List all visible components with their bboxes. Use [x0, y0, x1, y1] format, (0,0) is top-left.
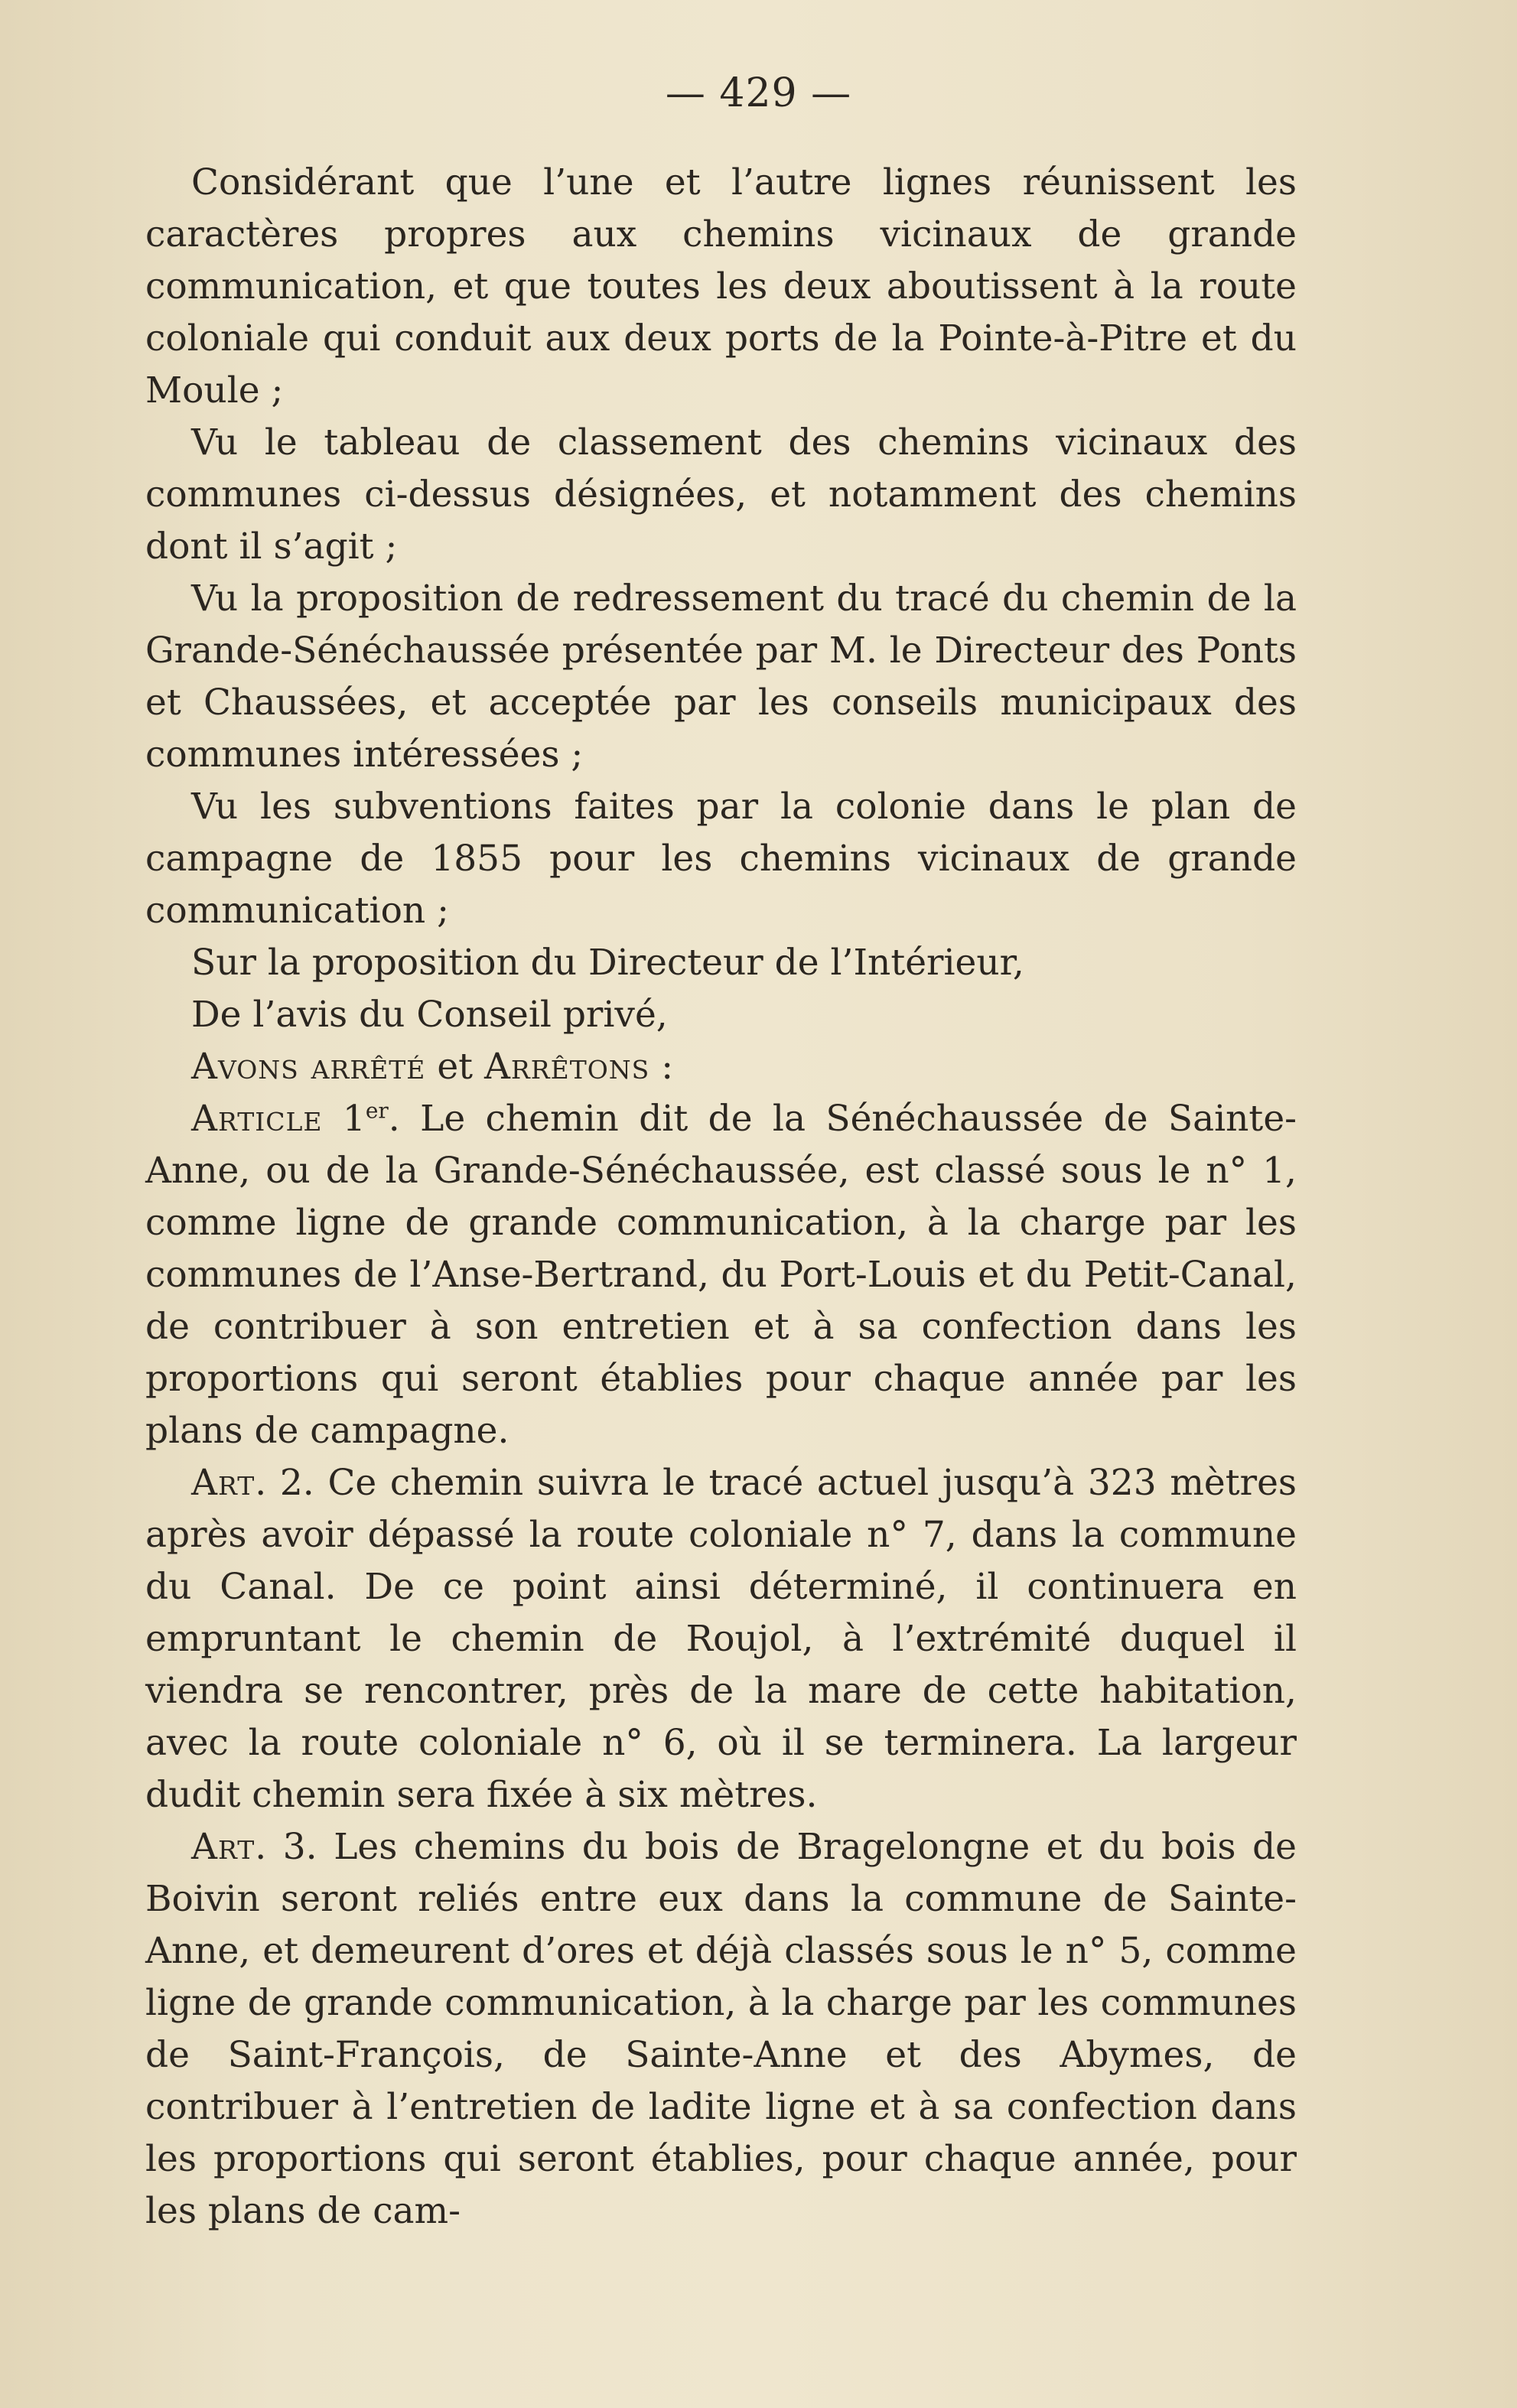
article-1-text: . Le chemin dit de la Sénéchaussée de Sainte-Anne, ou de la Grande-Sénéchaussée, est classé sous le n° 1, comme ligne de grande communication, à la charge par les communes de l’Anse-Bertrand, du Port-Louis et du Petit-Canal, de contribuer à son entretien et à sa confection dans les proportions qui seront établies pour chaque année par les plans de campagne. [145, 1098, 1297, 1452]
page-number: — 429 — [665, 70, 852, 116]
article-3-label: Art [191, 1826, 256, 1868]
article-1 [145, 1093, 1297, 1457]
decree-line [145, 1041, 1297, 1093]
article-2-label: Art [191, 1462, 256, 1504]
decree-arretons: Arrêtons [483, 1046, 650, 1088]
paragraph-sur-proposition: Sur la proposition du Directeur de l’Intérieur, [191, 942, 1024, 984]
article-3 [145, 1821, 1297, 2237]
article-2 [145, 1457, 1297, 1821]
paragraph-considerant: Considérant que l’une et l’autre lignes réunissent les caractères propres aux chemins vicinaux de grande communication, et que toutes les deux aboutissent à la route coloniale qui conduit aux deux ports de la Pointe-à-Pitre et du Moule ; [145, 161, 1297, 412]
article-3-text: . 3. Les chemins du bois de Bragelongne et du bois de Boivin seront reliés entre eux dans la commune de Sainte-Anne, et demeurent d’ores et déjà classés sous le n° 5, comme ligne de grande communication, à la charge par les communes de Saint-François, de Sainte-Anne et des Abymes, de contribuer à l’entretien de ladite ligne et à sa confection dans les proportions qui seront établies, pour chaque année, pour les plans de cam- [145, 1826, 1297, 2232]
decree-avons-arrete: Avons arrêté [191, 1046, 426, 1088]
paragraph-vu-tableau: Vu le tableau de classement des chemins vicinaux des communes ci-dessus désignées, et notamment des chemins dont il s’agit ; [145, 421, 1297, 568]
paragraph-vu-subventions: Vu les subventions faites par la colonie dans le plan de campagne de 1855 pour les chemins vicinaux de grande communication ; [145, 786, 1297, 932]
decree-conjunction: et [425, 1046, 484, 1088]
article-1-superscript: er [365, 1098, 389, 1124]
article-1-number: 1 [322, 1098, 366, 1140]
body-text [145, 157, 1297, 2237]
paragraph-avis-conseil: De l’avis du Conseil privé, [191, 994, 668, 1036]
article-2-text: . 2. Ce chemin suivra le tracé actuel jusqu’à 323 mètres après avoir dépassé la route coloniale n° 7, dans la commune du Canal. De ce point ainsi déterminé, il continuera en empruntant le chemin de Roujol, à l’extrémité duquel il viendra se rencontrer, près de la mare de cette habitation, avec la route coloniale n° 6, où il se terminera. La largeur dudit chemin sera fixée à six mètres. [145, 1462, 1297, 1816]
paragraph-vu-proposition: Vu la proposition de redressement du tracé du chemin de la Grande-Sénéchaussée présentée par M. le Directeur des Ponts et Chaussées, et acceptée par les conseils municipaux des communes intéressées ; [145, 578, 1297, 776]
article-1-label: Article [191, 1098, 323, 1140]
decree-colon: : [649, 1046, 674, 1088]
